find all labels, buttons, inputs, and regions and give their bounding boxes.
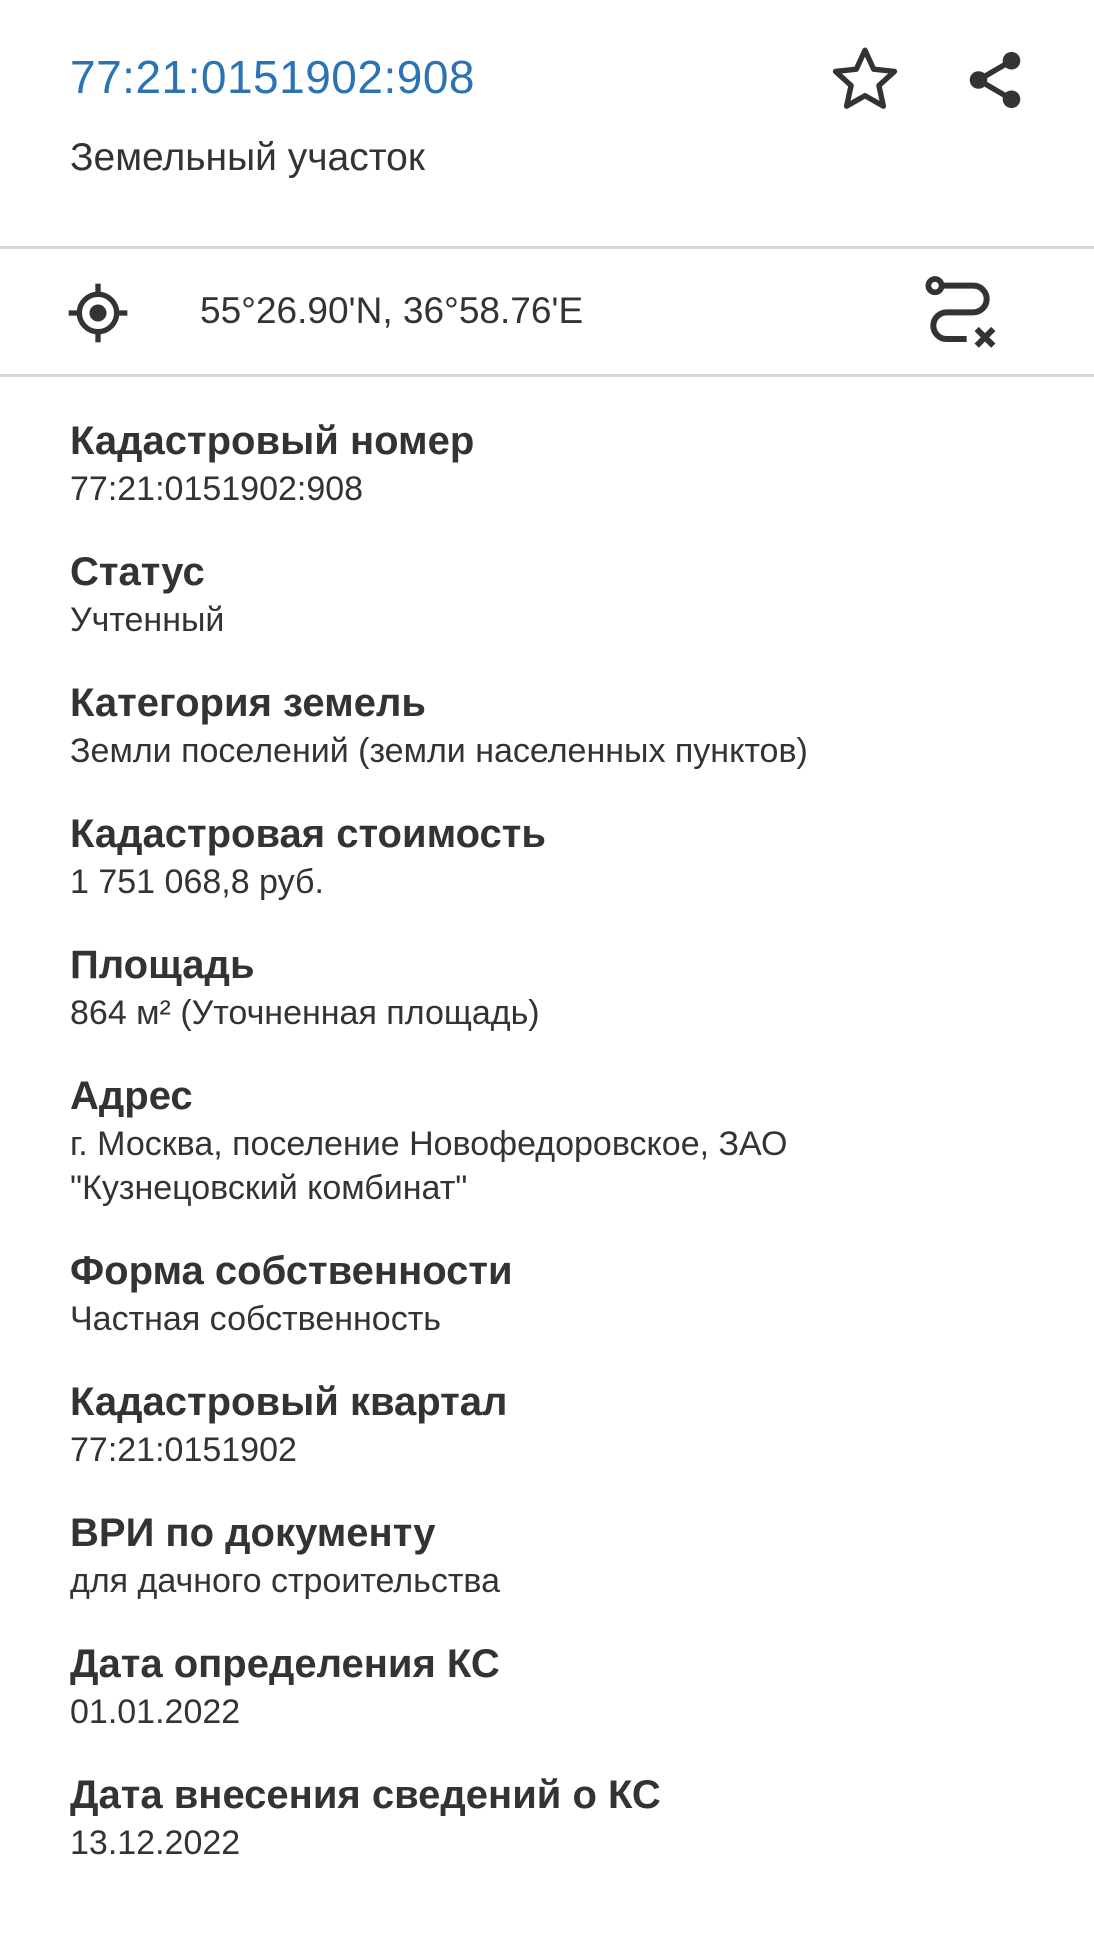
star-outline-icon bbox=[827, 42, 903, 118]
coordinates-divider bbox=[0, 374, 1094, 377]
object-type-subtitle: Земельный участок bbox=[70, 136, 425, 179]
field-value: г. Москва, поселение Новофедоровское, ЗАО "Кузнецовский комбинат" bbox=[70, 1125, 788, 1207]
field-value: для дачного строительства bbox=[70, 1562, 501, 1600]
field-value: Частная собственность bbox=[70, 1300, 441, 1338]
field-value: 1 751 068,8 руб. bbox=[70, 863, 324, 901]
field-value: 864 м² (Уточненная площадь) bbox=[70, 994, 540, 1032]
field-valuation-date bbox=[70, 1639, 1060, 1734]
field-label: Форма собственности bbox=[70, 1249, 513, 1293]
field-permitted-use bbox=[70, 1508, 1060, 1603]
field-value: 01.01.2022 bbox=[70, 1693, 241, 1731]
field-label: Кадастровая стоимость bbox=[70, 812, 546, 856]
favorite-button[interactable] bbox=[820, 35, 910, 125]
locate-button[interactable] bbox=[62, 280, 134, 346]
field-label: Кадастровый номер bbox=[70, 419, 475, 463]
field-value: Земли поселений (земли населенных пунктов) bbox=[70, 732, 808, 770]
field-ownership-form bbox=[70, 1246, 1060, 1341]
attributes-list bbox=[70, 416, 1060, 1901]
field-label: Дата внесения сведений о КС bbox=[70, 1773, 661, 1817]
field-label: ВРИ по документу bbox=[70, 1511, 436, 1555]
field-label: Адрес bbox=[70, 1074, 193, 1118]
field-label: Дата определения КС bbox=[70, 1642, 500, 1686]
coordinates-text[interactable]: 55°26.90'N, 36°58.76'E bbox=[200, 290, 584, 331]
field-label: Статус bbox=[70, 550, 205, 594]
field-area bbox=[70, 940, 1060, 1035]
field-land-category bbox=[70, 678, 1060, 773]
field-cadastral-value bbox=[70, 809, 1060, 904]
coordinates-row bbox=[0, 250, 1094, 374]
field-value: Учтенный bbox=[70, 601, 225, 639]
header bbox=[0, 0, 1094, 247]
field-value-entry-date bbox=[70, 1770, 1060, 1865]
gps-target-icon bbox=[66, 281, 130, 345]
cadastral-number-title[interactable]: 77:21:0151902:908 bbox=[70, 51, 476, 103]
field-status bbox=[70, 547, 1060, 642]
field-cadastral-quarter bbox=[70, 1377, 1060, 1472]
field-value[interactable]: 77:21:0151902 bbox=[70, 1431, 297, 1469]
field-label: Категория земель bbox=[70, 681, 426, 725]
share-icon bbox=[962, 47, 1028, 113]
field-label: Площадь bbox=[70, 943, 255, 987]
field-label: Кадастровый квартал bbox=[70, 1380, 508, 1424]
share-button[interactable] bbox=[950, 35, 1040, 125]
header-divider bbox=[0, 246, 1094, 249]
field-value: 77:21:0151902:908 bbox=[70, 470, 364, 508]
route-button[interactable] bbox=[915, 270, 1005, 358]
field-cadastral-number bbox=[70, 416, 1060, 511]
field-value: 13.12.2022 bbox=[70, 1824, 241, 1862]
field-address bbox=[70, 1071, 1060, 1210]
route-off-icon bbox=[920, 274, 1000, 354]
